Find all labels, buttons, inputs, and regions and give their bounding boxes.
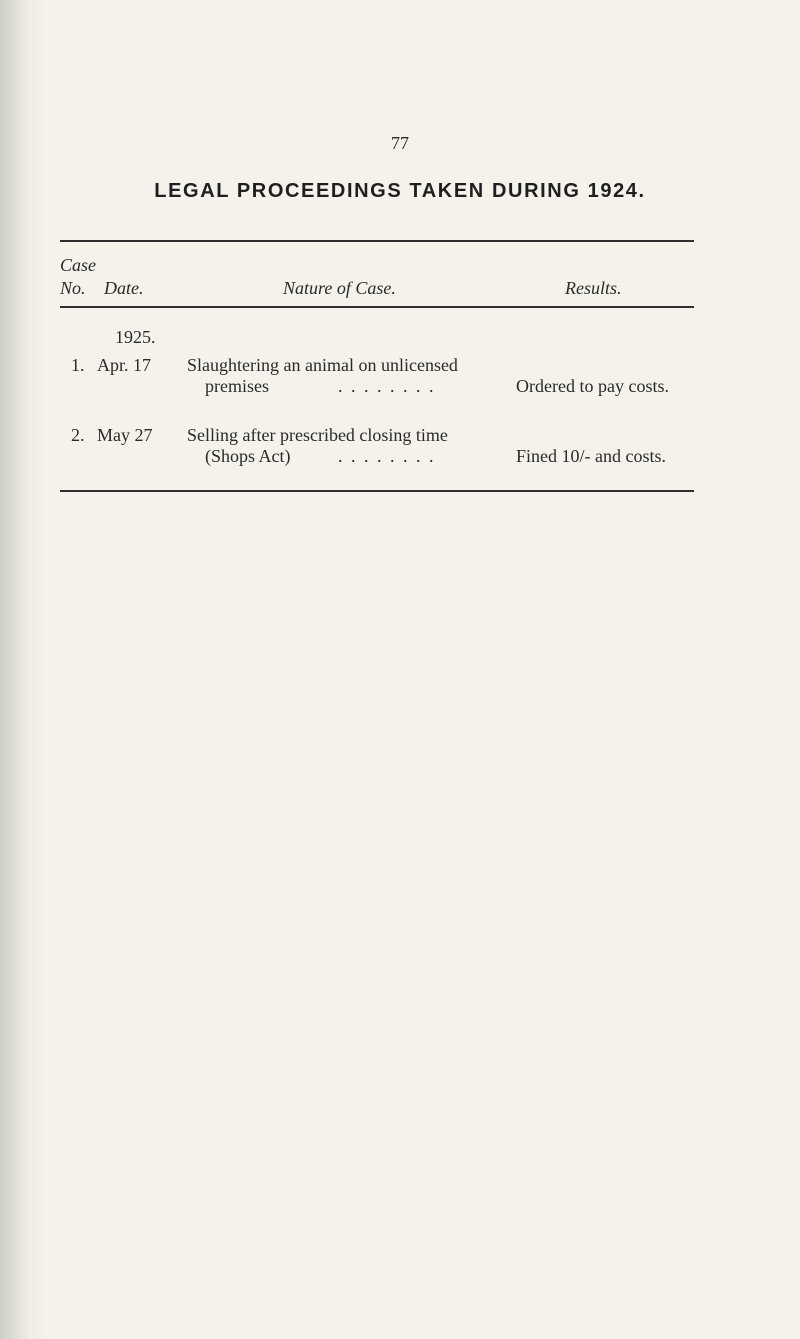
row-2-nature-line1: Selling after prescribed closing time <box>187 425 448 445</box>
row-1-nature-line2: premises <box>205 376 269 396</box>
header-case: Case <box>60 255 96 275</box>
header-date: Date. <box>104 278 144 298</box>
table-header-rule <box>60 306 694 308</box>
row-1-date: Apr. 17 <box>97 355 151 375</box>
table-bottom-rule <box>60 490 694 492</box>
row-2-leader-dots: . . . . . . . . <box>338 446 436 466</box>
header-results: Results. <box>565 278 622 298</box>
header-no: No. <box>60 278 86 298</box>
row-2-date: May 27 <box>97 425 153 445</box>
row-1-nature-line1: Slaughtering an animal on unlicensed <box>187 355 458 375</box>
row-2-result: Fined 10/- and costs. <box>516 446 666 466</box>
row-1-result: Ordered to pay costs. <box>516 376 669 396</box>
row-2-case-no: 2. <box>71 425 85 445</box>
row-1-case-no: 1. <box>71 355 85 375</box>
header-nature: Nature of Case. <box>283 278 396 298</box>
row-1-leader-dots: . . . . . . . . <box>338 376 436 396</box>
page-title: LEGAL PROCEEDINGS TAKEN DURING 1924. <box>154 180 646 202</box>
table-top-rule <box>60 240 694 242</box>
year-label: 1925. <box>115 327 156 347</box>
row-2-nature-line2: (Shops Act) <box>205 446 291 466</box>
page-number: 77 <box>391 133 409 153</box>
